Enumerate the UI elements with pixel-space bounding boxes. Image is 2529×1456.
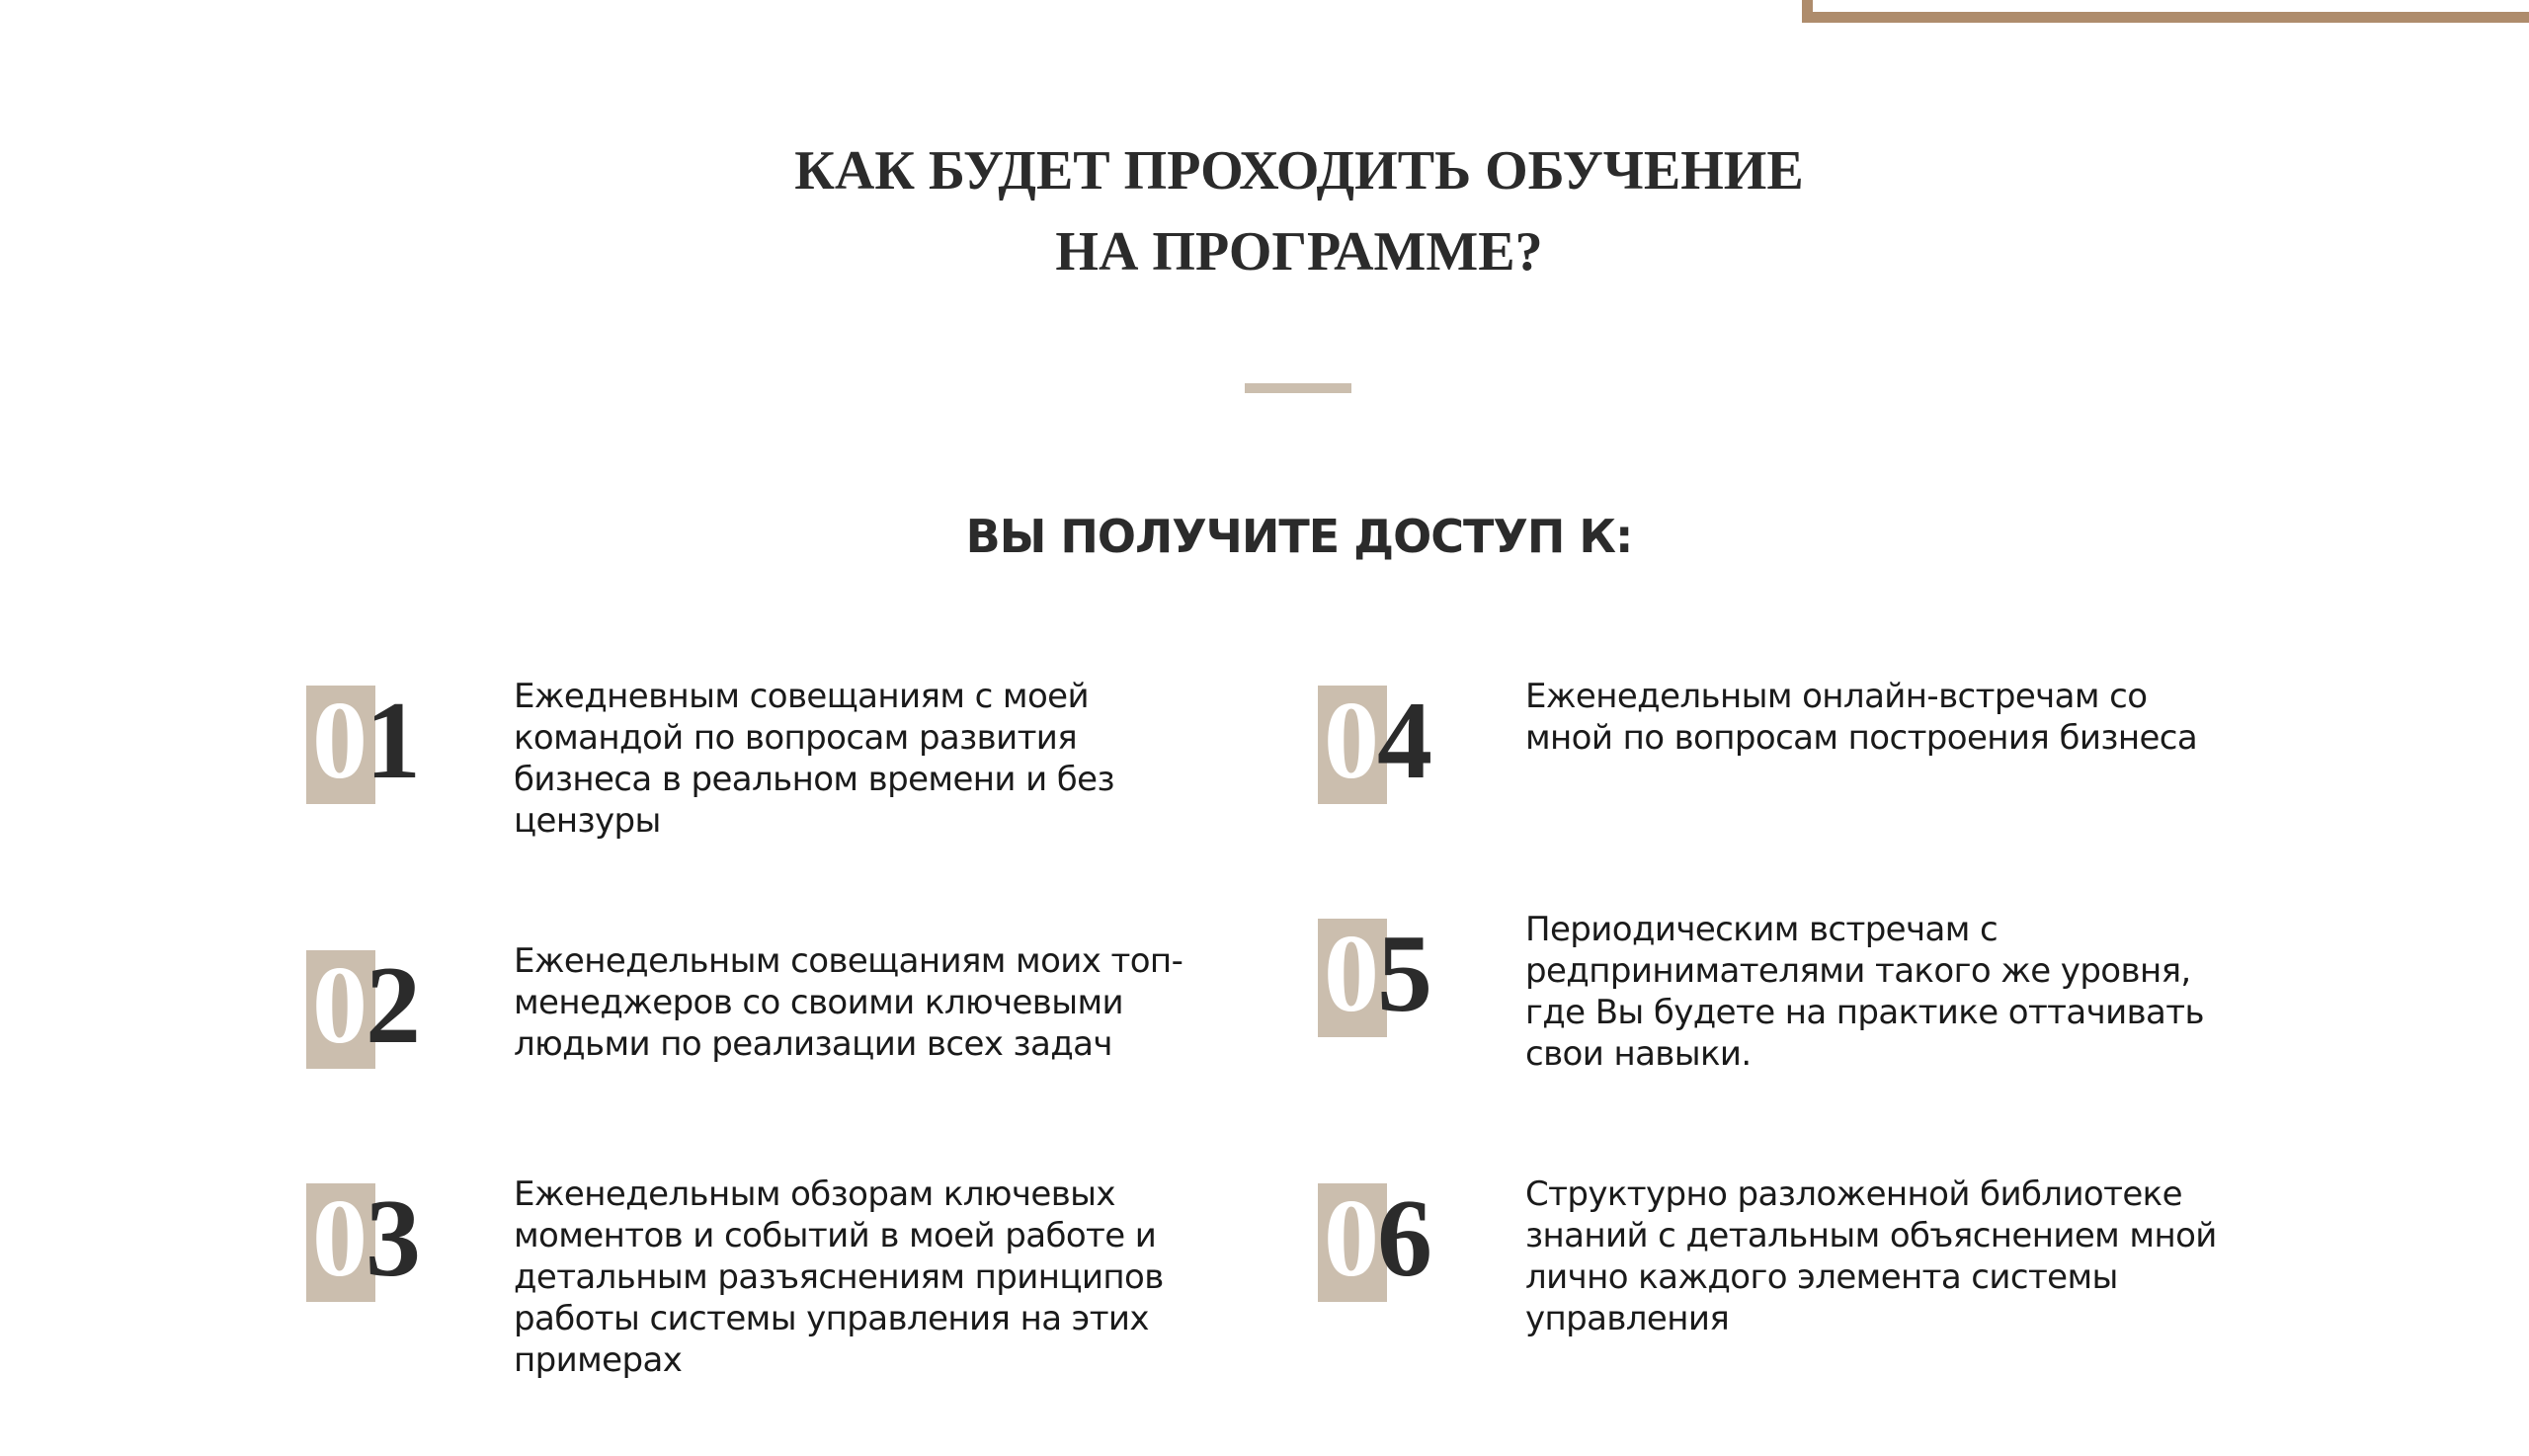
feature-description: Еженедельным онлайн-встречам со мной по вопросам построения бизнеса [1525,677,2198,758]
badge-number: 03 [312,1177,419,1300]
feature-description: Структурно разложенной библиотеке знаний с детальным объяснением мной лично каждого элемента системы управления [1525,1174,2217,1338]
feature-description: Периодическим встречам с редпринимателями такого же уровня, где Вы будете на практике оттачивать свои навыки. [1525,910,2204,1074]
number-badge [1318,1177,1466,1302]
page-title-line-2: НА ПРОГРАММЕ? [1055,221,1543,283]
number-badge [306,1177,454,1302]
feature-description: Еженедельным обзорам ключевых моментов и событий в моей работе и детальным разъяснениям принципов работы системы управления на этих примерах [514,1174,1164,1380]
number-badge [1318,680,1466,804]
feature-description: Еженедельным совещаниям моих топ-менеджеров со своими ключевыми людьми по реализации всех задач [514,941,1183,1064]
section-subtitle: ВЫ ПОЛУЧИТЕ ДОСТУП К: [965,510,1633,563]
title-divider [1245,383,1351,393]
number-badge [1318,913,1466,1037]
decorative-frame-corner [1802,0,2529,23]
number-badge [306,944,454,1069]
badge-number: 06 [1324,1177,1430,1300]
feature-description: Ежедневным совещаниям с моей командой по вопросам развития бизнеса в реальном времени и без цензуры [514,677,1114,841]
page-title-line-1: КАК БУДЕТ ПРОХОДИТЬ ОБУЧЕНИЕ [794,140,1804,202]
badge-number: 02 [312,944,419,1067]
badge-number: 04 [1324,680,1430,802]
badge-number: 05 [1324,913,1430,1035]
badge-number: 01 [312,680,419,802]
page-title [0,130,2529,292]
number-badge [306,680,454,804]
